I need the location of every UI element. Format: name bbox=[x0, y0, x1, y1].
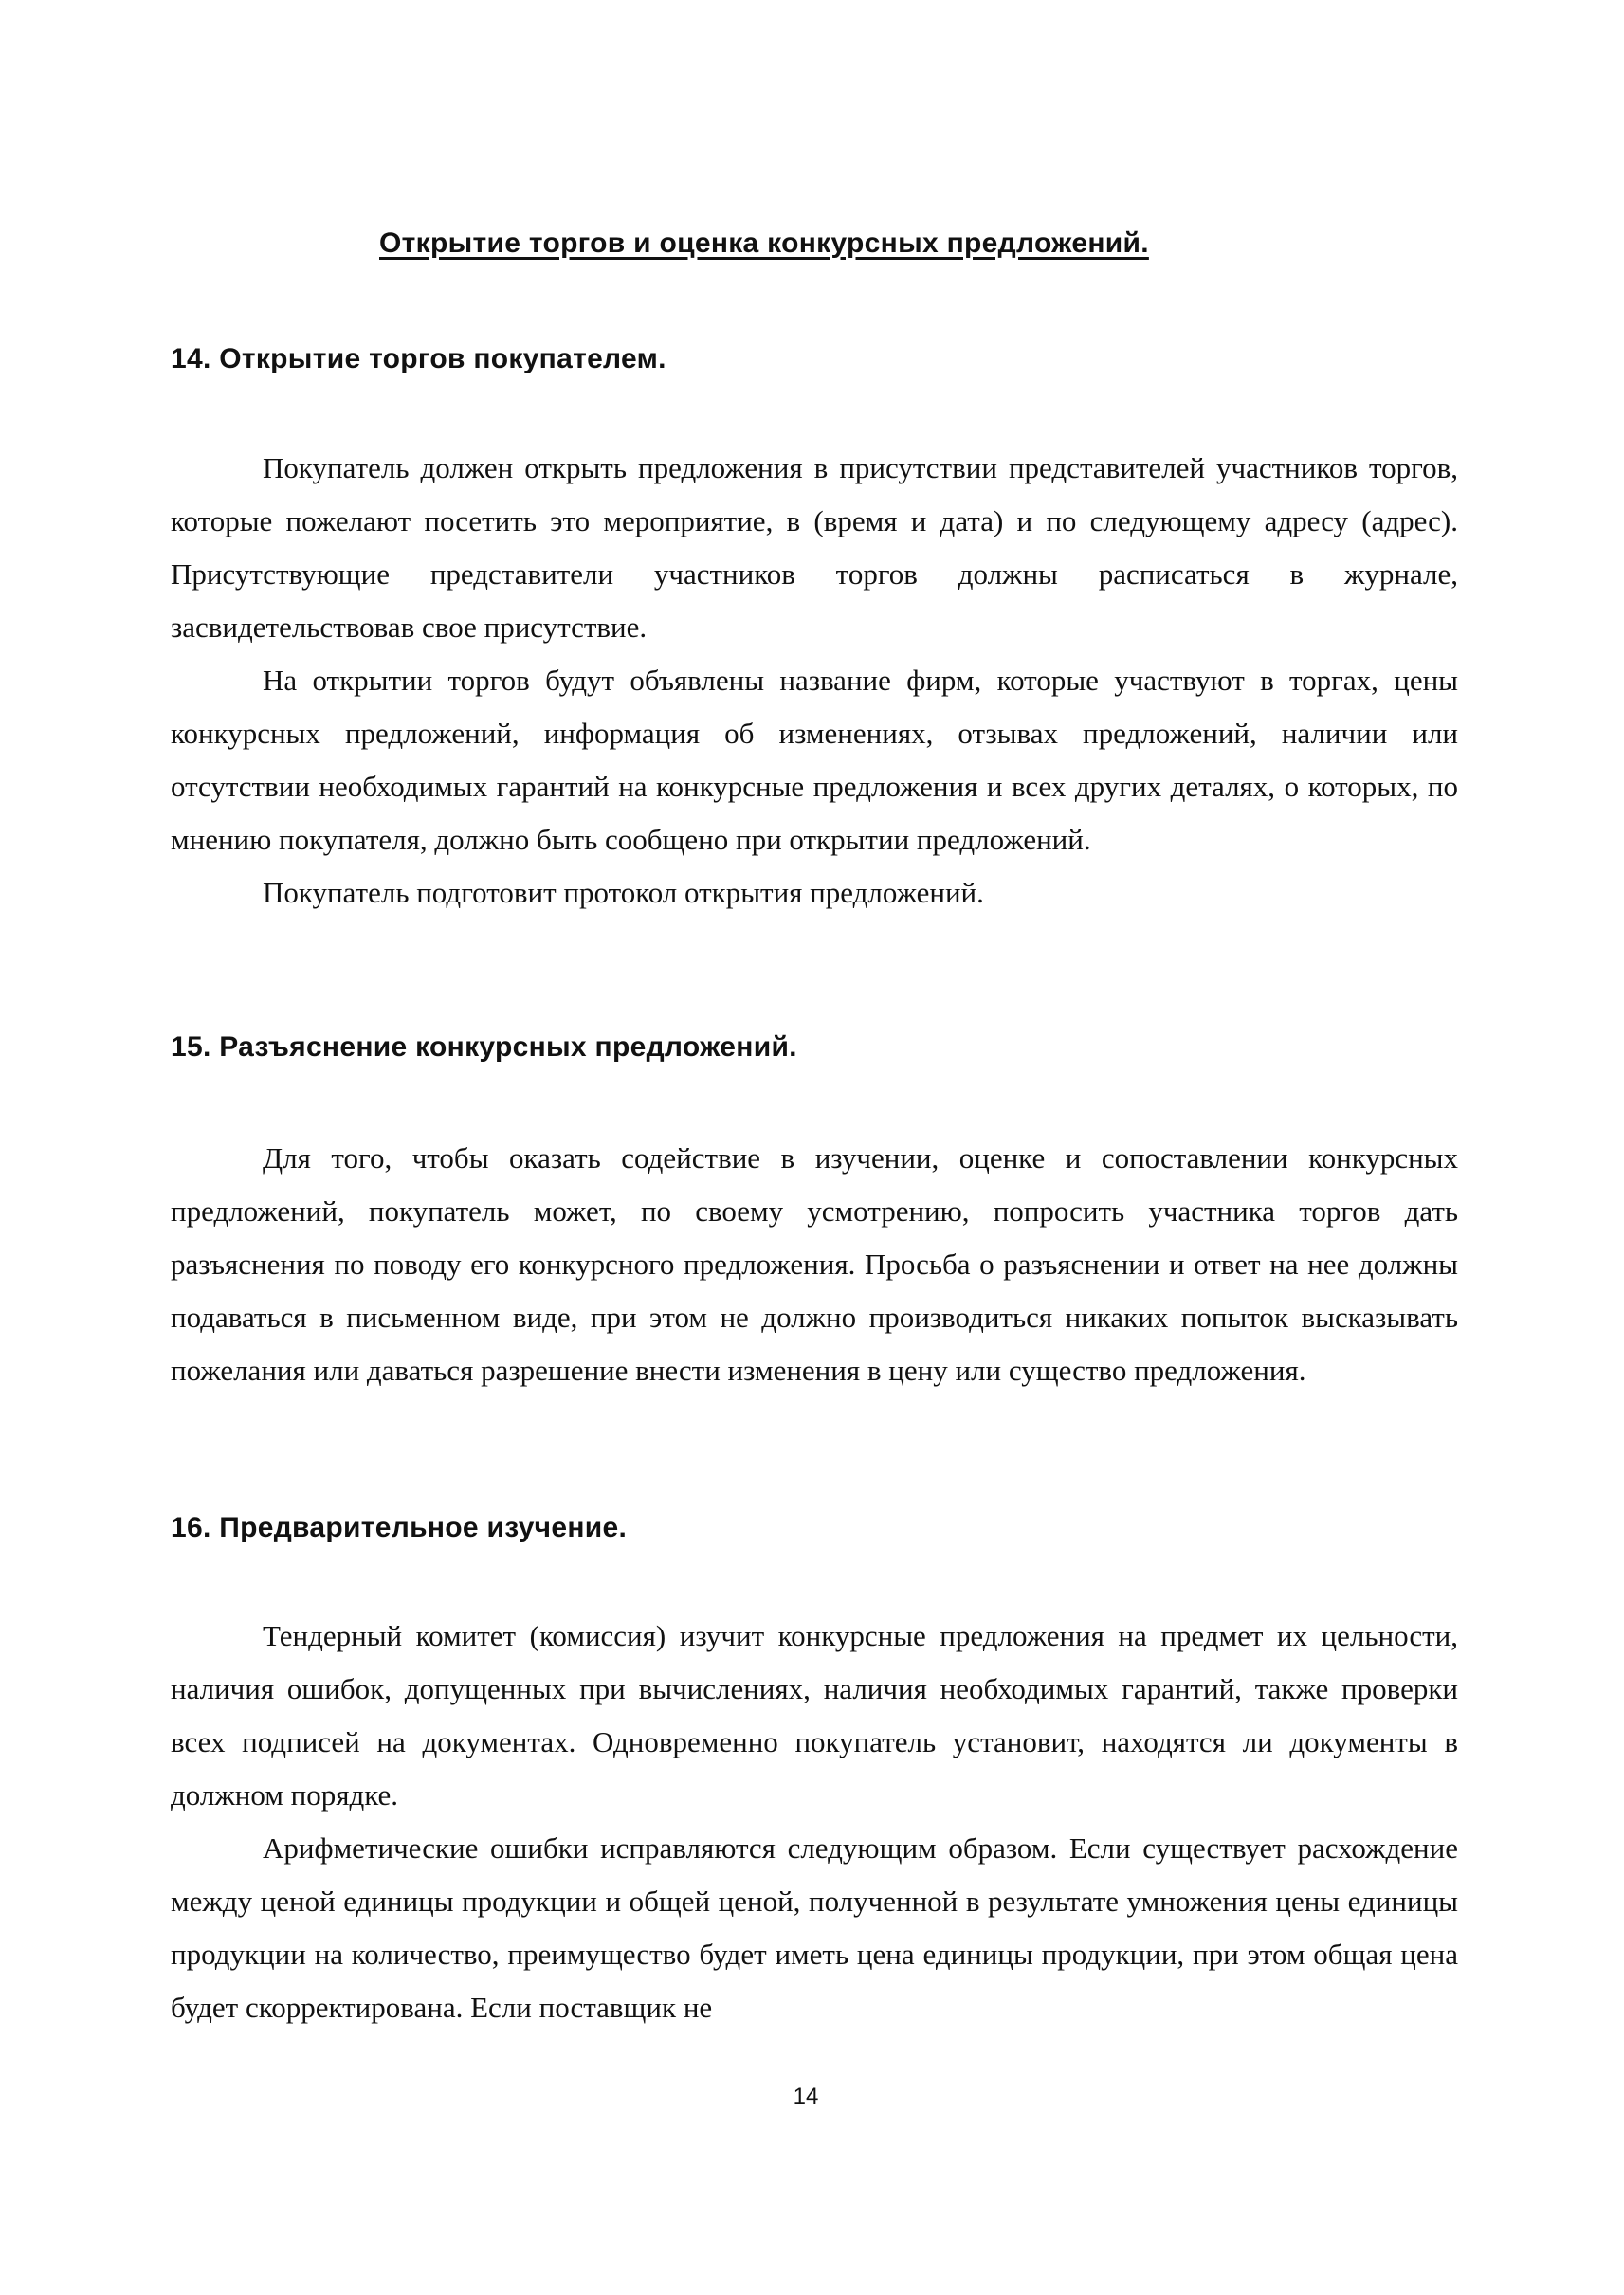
document-title: Открытие торгов и оценка конкурсных предложений. bbox=[379, 228, 1149, 259]
section-14-paragraph-3: Покупатель подготовит протокол открытия предложений. bbox=[263, 876, 984, 909]
section-15-heading: 15. Разъяснение конкурсных предложений. bbox=[171, 1031, 797, 1063]
section-16-body bbox=[171, 1610, 1458, 2034]
section-16-paragraph-2: Арифметические ошибки исправляются следующим образом. Если существует расхождение между ценой единицы продукции и общей ценой, полученной в результате умножения цены единицы продукции на количество, преимущество будет иметь цена единицы продукции, при этом общая цена будет скорректирована. Если поставщик не bbox=[171, 1831, 1458, 2024]
section-16-heading: 16. Предварительное изучение. bbox=[171, 1512, 628, 1543]
section-16-paragraph-1: Тендерный комитет (комиссия) изучит конкурсные предложения на предмет их цельности, наличия ошибок, допущенных при вычислениях, наличия необходимых гарантий, также проверки всех подписей на документах. Одновременно покупатель установит, находятся ли документы в должном порядке. bbox=[171, 1619, 1458, 1812]
section-14-heading: 14. Открытие торгов покупателем. bbox=[171, 343, 666, 374]
section-14-body bbox=[171, 442, 1458, 920]
section-14-paragraph-2: На открытии торгов будут объявлены название фирм, которые участвуют в торгах, цены конкурсных предложений, информация об изменениях, отзывах предложений, наличии или отсутствии необходимых гарантий на конкурсные предложения и всех других деталях, о которых, по мнению покупателя, должно быть сообщено при открытии предложений. bbox=[171, 664, 1458, 856]
section-15-paragraph-1: Для того, чтобы оказать содействие в изучении, оценке и сопоставлении конкурсных предложений, покупатель может, по своему усмотрению, попросить участника торгов дать разъяснения по поводу его конкурсного предложения. Просьба о разъяснении и ответ на нее должны подаваться в письменном виде, при этом не должно производиться никаких попыток высказывать пожелания или даваться разрешение внести изменения в цену или существо предложения. bbox=[171, 1141, 1458, 1387]
section-14-paragraph-1: Покупатель должен открыть предложения в присутствии представителей участников торгов, которые пожелают посетить это мероприятие, в (время и дата) и по следующему адресу (адрес). Присутствующие представители участников торгов должны расписаться в журнале, засвидетельствовав свое присутствие. bbox=[171, 451, 1458, 644]
section-15-body bbox=[171, 1132, 1458, 1397]
page-number: 14 bbox=[793, 2084, 819, 2109]
